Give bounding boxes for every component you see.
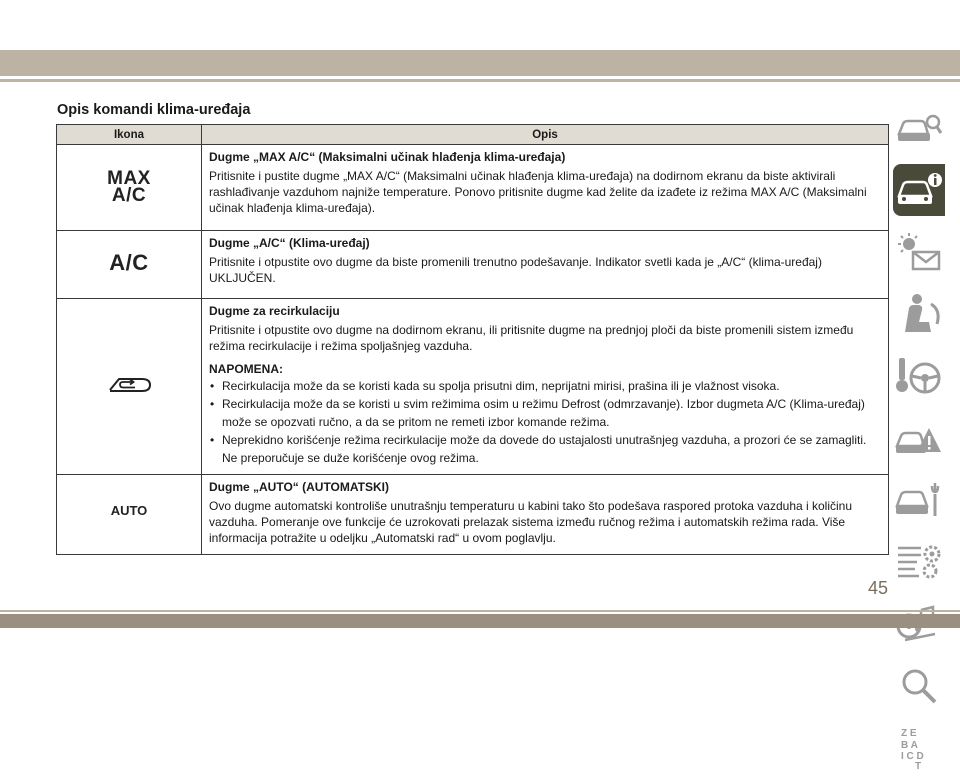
row-title: Dugme za recirkulaciju [209,304,340,318]
row-text: Pritisnite i otpustite ovo dugme na dodirnom ekranu, ili pritisnite dugme na prednjoj ploči da biste promenili sistem između režima recirkulacije i režima spoljašnjeg vazduha. [209,323,854,353]
table-row-max-ac [57,145,889,231]
description-cell [202,145,889,231]
recirculation-icon [103,372,155,398]
tab-search[interactable] [893,660,945,712]
footer-band [0,614,960,628]
list-item: • Recirkulacija može da se koristi u svim režimima osim u režimu Defrost (odmrzavanje). Izbor dugmeta A/C (Klima-uređaj) može se opozvati ručno, a da se pritom ne remeti izbor komande režima. [209,395,880,431]
description-cell [202,231,889,299]
svg-text:I C D: I C D [901,751,924,762]
row-title: Dugme „AUTO“ (AUTOMATSKI) [209,480,389,494]
footer-line [0,610,960,612]
controls-table [56,124,889,555]
row-title: Dugme „A/C“ (Klima-uređaj) [209,236,370,250]
tab-safety[interactable] [893,288,945,340]
list-item: • Recirkulacija može da se koristi kada su spolja prisutni dim, neprijatni mirisi, prašina ili je vlažnost visoka. [209,377,880,395]
description-cell [202,299,889,475]
tab-emergency[interactable] [893,412,945,464]
index-icon [895,726,943,770]
max-ac-icon: MAX A/C [107,168,151,206]
svg-text:T: T [915,761,922,772]
row-text: Ovo dugme automatski kontroliše unutrašnju temperaturu u kabini tako što podešava raspored protoka vazduha i količinu vazduha. Pomeranje ove funkcije će uzrokovati prelazak sistema između ručnog režima i automatskih režima rada. Više informacija potražite u odeljku „Automatski rad“ u ovom poglavlju. [209,499,853,545]
steering-wheel-icon [895,354,943,398]
icon-cell [57,475,202,555]
icon-cell [57,145,202,231]
seat-airbag-icon [895,292,943,336]
breakdown-warning-icon [895,418,943,458]
specifications-icon [895,542,943,582]
warning-lights-icon [895,232,943,272]
car-info-icon [895,170,943,210]
tab-warning-lights[interactable] [893,226,945,278]
row-title: Dugme „MAX A/C“ (Maksimalni učinak hlađenja klima-uređaja) [209,150,566,164]
note-title: NAPOMENA: [209,362,283,376]
tab-vehicle-overview[interactable] [893,102,945,154]
list-item: • Neprekidno korišćenje režima recirkulacije može da dovede do ustajalosti unutrašnjeg vazduha, a prozori će se zamagliti. Ne preporučuje se duže korišćenje ovog režima. [209,431,880,467]
note-list [209,377,880,467]
row-text: Pritisnite i pustite dugme „MAX A/C“ (Maksimalni učinak hlađenja klima-uređaja) na dodirnom ekranu da biste aktivirali rashlađivanje vazduhom najniže temperature. Ponovo pritisnite dugme kad želite da izađete iz režima MAX A/C (Maksimalni učinak hlađenja klima-uređaja). [209,169,867,215]
icon-cell [57,231,202,299]
auto-icon: AUTO [110,503,148,518]
icon-cell [57,299,202,475]
car-search-icon [895,108,943,148]
chapter-tabs [893,102,945,784]
tab-servicing[interactable] [893,474,945,526]
table-row-auto [57,475,889,555]
column-header-icon: Ikona [57,125,202,145]
tab-index[interactable] [893,722,945,774]
car-service-icon [895,480,943,520]
svg-text:B A: B A [901,740,918,751]
svg-text:Z E: Z E [901,728,917,739]
description-cell [202,475,889,555]
ac-icon: A/C [109,250,149,275]
table-header-row [57,125,889,145]
table-row-recirculation [57,299,889,475]
search-icon [895,666,943,706]
tab-starting-operating[interactable] [893,350,945,402]
top-header-line [0,79,960,82]
page-number: 45 [868,578,889,598]
tab-getting-to-know[interactable] [893,164,945,216]
top-header-band [0,50,960,76]
section-title: Opis komandi klima-uređaja [57,102,251,118]
table-row-ac [57,231,889,299]
column-header-description: Opis [202,125,889,145]
row-text: Pritisnite i otpustite ovo dugme da biste promenili trenutno podešavanje. Indikator svetli kada je „A/C“ (klima-uređaj) UKLJUČEN. [209,255,822,285]
tab-technical-specs[interactable] [893,536,945,588]
